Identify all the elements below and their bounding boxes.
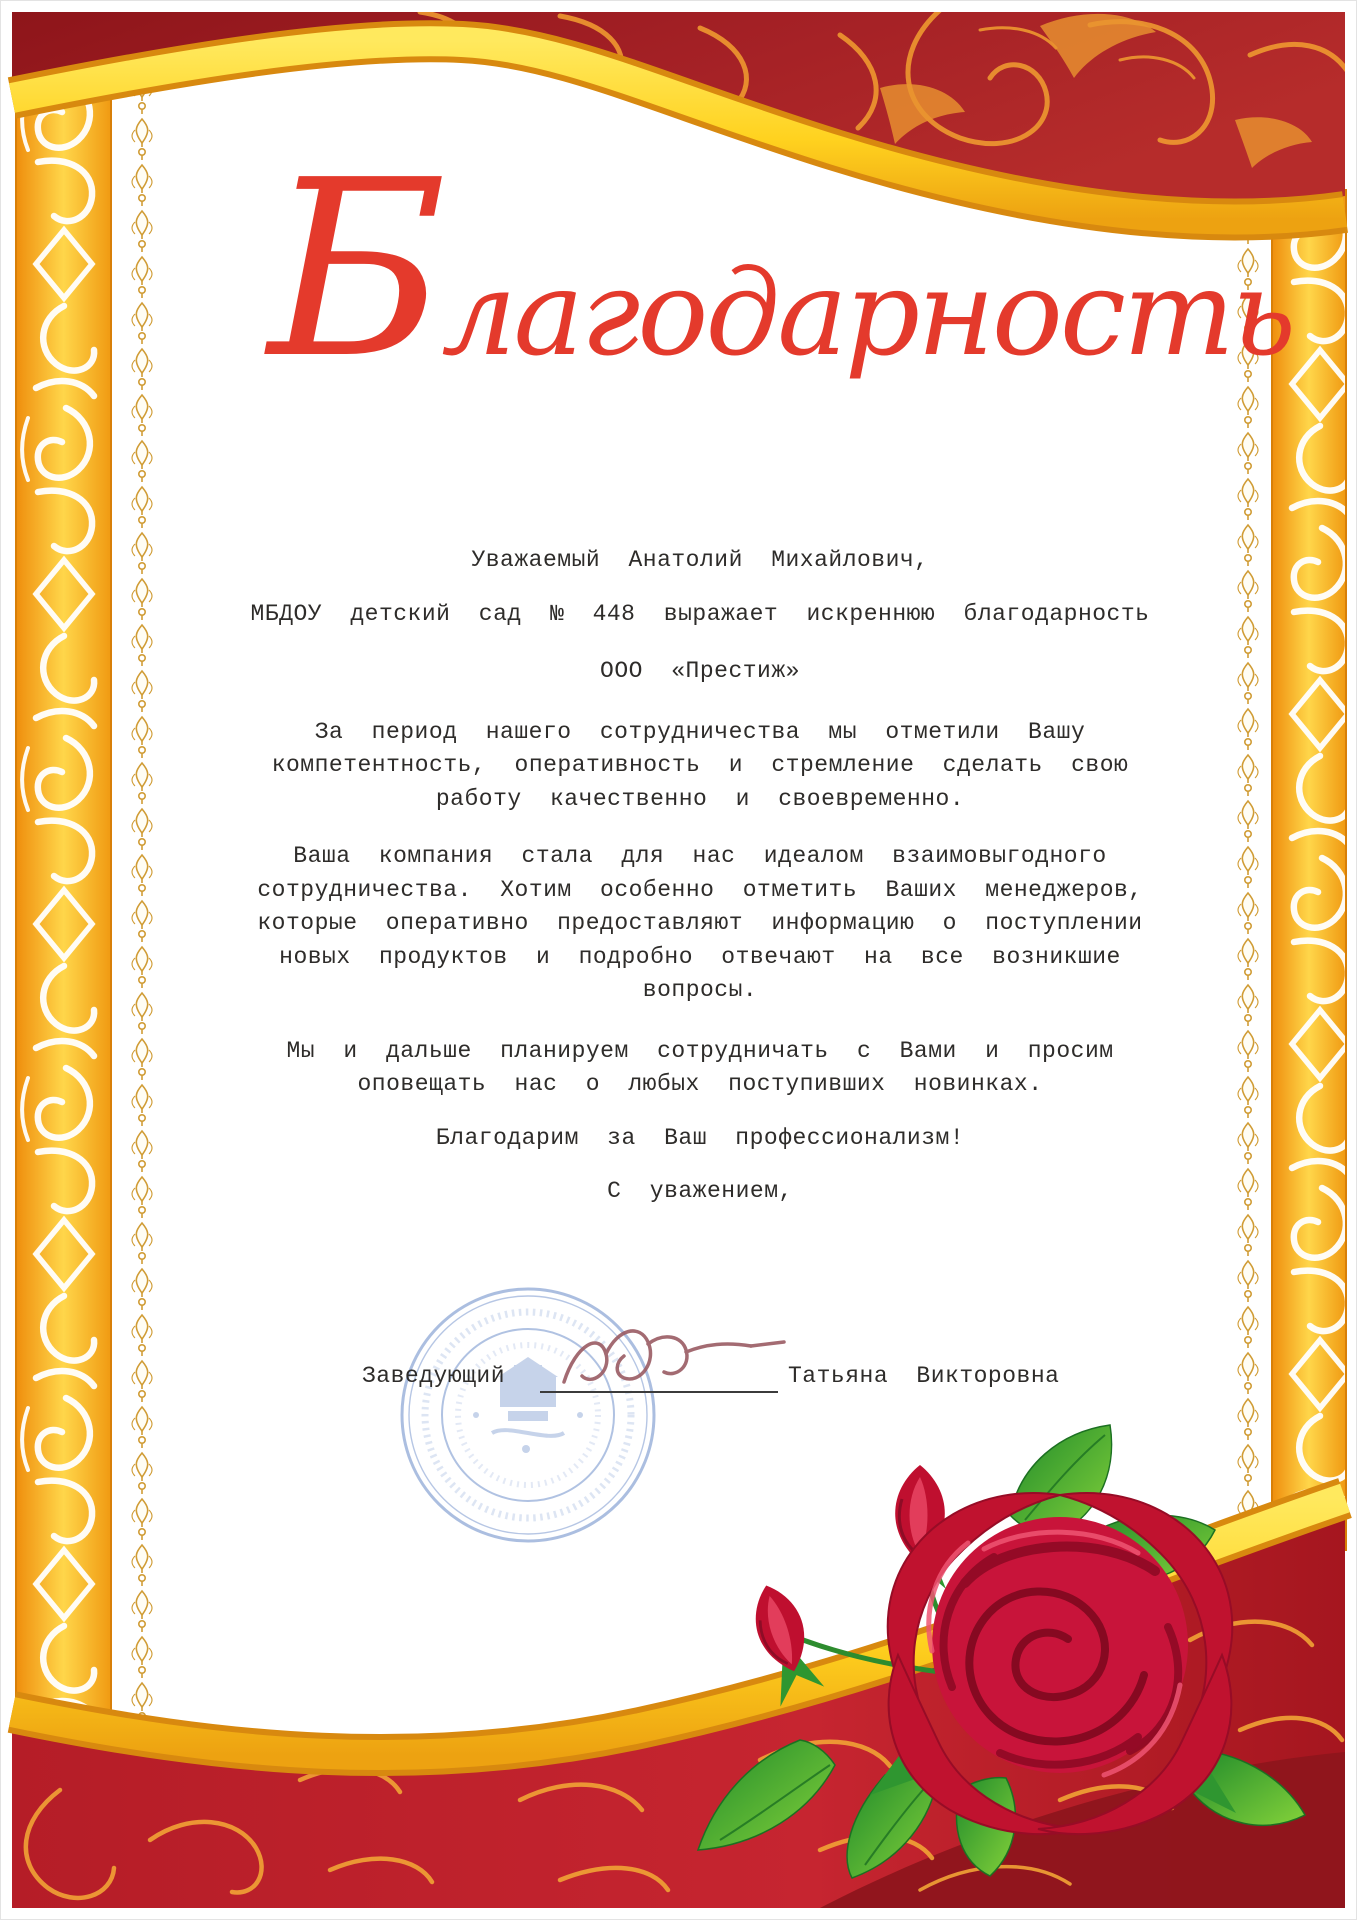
title-initial-letter: Б <box>268 128 442 412</box>
signature-role-label: Заведующий <box>362 1363 506 1389</box>
title-rest-letters: лагодарность <box>441 244 1294 382</box>
big-rose-flower <box>870 1493 1236 1834</box>
paragraph-line: Мы и дальше планируем сотрудничать с Вами и просим <box>286 1037 1114 1064</box>
paragraph-line: новых продуктов и подробно отвечают на все возникшие <box>279 943 1121 970</box>
signature-person-name: Татьяна Викторовна <box>788 1363 1060 1389</box>
paragraph-line: За период нашего сотрудничества мы отметили Вашу <box>314 718 1086 745</box>
paragraph-line: оповещать нас о любых поступивших новинках. <box>357 1071 1043 1097</box>
official-stamp-icon <box>392 1279 664 1551</box>
paragraph-line: компетентность, оперативность и стремление сделать свою <box>271 752 1129 778</box>
closing-line: С уважением, <box>607 1178 793 1204</box>
paragraph-line: вопросы. <box>642 977 758 1003</box>
paragraph-line: работу качественно и своевременно. <box>435 785 965 812</box>
paragraph-line: Ваша компания стала для нас идеалом взаимовыгодного <box>293 843 1107 869</box>
recipient-line: ООО «Престиж» <box>600 658 800 684</box>
left-chain-ornament <box>127 70 157 1760</box>
salutation-line: Уважаемый Анатолий Михайлович, <box>471 547 929 573</box>
paragraph-line: сотрудничества. Хотим особенно отметить Ваших менеджеров, <box>257 876 1143 903</box>
certificate-body-text <box>178 544 1222 1209</box>
certificate-title <box>268 128 1294 412</box>
handwritten-signature <box>556 1322 791 1397</box>
right-border-band <box>1272 190 1346 1550</box>
organization-line: МБДОУ детский сад № 448 выражает искреннюю благодарность <box>250 600 1150 627</box>
thanks-line: Благодарим за Ваш профессионализм! <box>435 1124 965 1151</box>
paragraph-line: которые оперативно предоставляют информацию о поступлении <box>257 910 1143 936</box>
right-chain-ornament <box>1233 200 1263 1560</box>
left-border-band <box>16 70 111 1760</box>
roses-bouquet-image <box>680 1420 1340 1880</box>
